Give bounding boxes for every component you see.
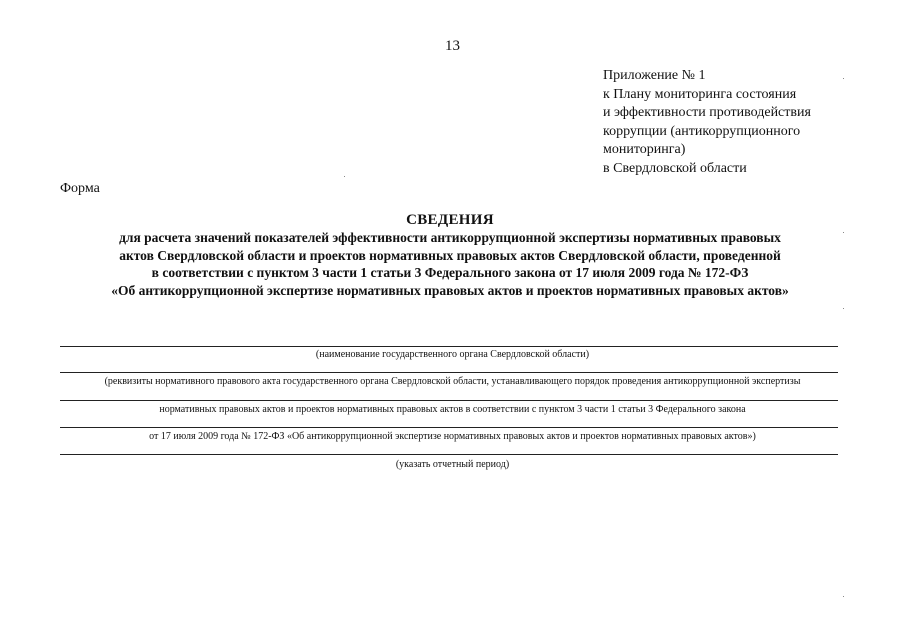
fill-in-line-act-details-3 — [60, 427, 838, 428]
appendix-line: к Плану мониторинга состояния — [603, 86, 797, 102]
scan-speck — [843, 78, 844, 79]
appendix-line: и эффективности противодействия — [603, 105, 811, 120]
scan-speck — [843, 308, 844, 309]
fill-in-line-act-details — [60, 372, 838, 373]
form-label: Форма — [60, 181, 100, 196]
appendix-line: мониторинга) — [603, 142, 686, 157]
scan-speck — [843, 596, 844, 597]
appendix-line: в Свердловской области — [603, 160, 747, 176]
title-block — [40, 211, 860, 299]
scan-speck — [843, 232, 844, 233]
fill-in-line-act-details-2 — [60, 400, 838, 401]
appendix-note — [603, 67, 811, 178]
caption-organ-name: (наименование государственного органа Свердловской области) — [315, 349, 590, 360]
scan-speck — [344, 176, 345, 177]
subtitle-line: в соответствии с пунктом 3 части 1 статьи 3 Федерального закона от 17 июля 2009 года № 172-ФЗ — [151, 265, 749, 280]
subtitle-line: «Об антикоррупционной экспертизе нормативных правовых актов и проектов нормативных правовых актов» — [111, 282, 789, 298]
subtitle-line: для расчета значений показателей эффективности антикоррупционной экспертизы нормативных правовых — [119, 230, 781, 245]
document-title: СВЕДЕНИЯ — [406, 212, 494, 228]
fill-in-line-organ-name — [60, 346, 838, 347]
caption-act-details-2: нормативных правовых актов и проектов нормативных правовых актов в соответствии с пунктом 3 части 1 статьи 3 Федерального закона — [159, 404, 746, 415]
appendix-line: Приложение № 1 — [603, 68, 706, 83]
page-number: 13 — [445, 38, 460, 54]
caption-reporting-period: (указать отчетный период) — [395, 459, 510, 470]
subtitle-line: актов Свердловской области и проектов нормативных правовых актов Свердловской области, проведенной — [119, 247, 781, 263]
fill-in-line-reporting-period — [60, 454, 838, 455]
document-subtitle — [40, 229, 860, 299]
appendix-line: коррупции (антикоррупционного — [603, 123, 801, 139]
caption-act-details: (реквизиты нормативного правового акта государственного органа Свердловской области, устанавливающего порядок проведения антикоррупционной экспертизы — [104, 376, 801, 387]
caption-act-details-3: от 17 июля 2009 года № 172-ФЗ «Об антикоррупционной экспертизе нормативных правовых актов и проектов нормативных правовых актов») — [149, 431, 756, 442]
